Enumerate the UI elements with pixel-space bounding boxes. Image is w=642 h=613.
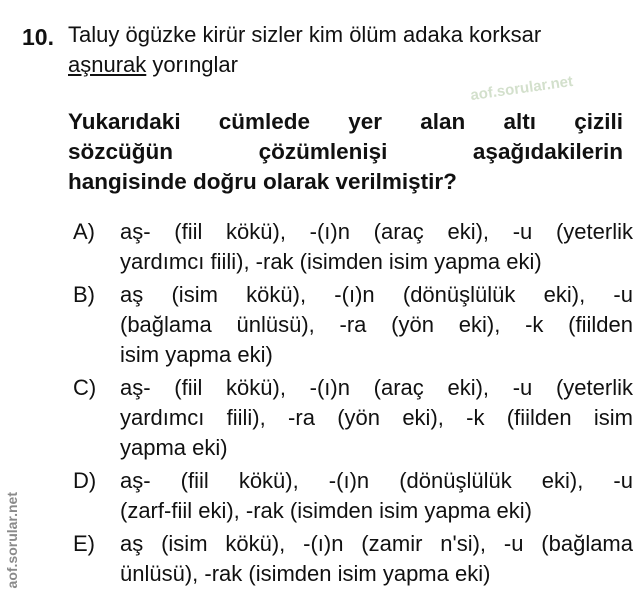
option-letter: D) (73, 468, 97, 493)
option-line: (zarf-fiil eki), -rak (isimden isim yapma eki) (120, 498, 532, 523)
option-line: aş- (fiil kökü), -(ı)n (araç eki), -u (yeterlik (120, 375, 633, 400)
question-prompt (68, 107, 623, 197)
option-line: aş- (fiil kökü), -(ı)n (araç eki), -u (yeterlik (120, 219, 633, 244)
option-b[interactable] (73, 280, 633, 370)
option-line: aş (isim kökü), -(ı)n (dönüşlülük eki), -u (120, 282, 633, 307)
option-a[interactable] (73, 217, 633, 277)
option-d[interactable] (73, 466, 633, 526)
prompt-line: Yukarıdaki cümlede yer alan altı çizili (68, 109, 623, 134)
options-list (73, 217, 633, 592)
prompt-line: sözcüğün çözümlenişi aşağıdakilerin (68, 139, 623, 164)
option-line: yardımcı fiili), -ra (yön eki), -k (fiilden isim (120, 405, 633, 430)
option-line: aş- (fiil kökü), -(ı)n (dönüşlülük eki), -u (120, 468, 633, 493)
option-line: ünlüsü), -rak (isimden isim yapma eki) (120, 561, 491, 586)
option-line: (bağlama ünlüsü), -ra (yön eki), -k (fiilden (120, 312, 633, 337)
option-letter: A) (73, 219, 95, 244)
option-letter: C) (73, 375, 97, 400)
option-c[interactable] (73, 373, 633, 463)
question-number: 10. (22, 24, 54, 50)
option-line: isim yapma eki) (120, 342, 273, 367)
option-line: yardımcı fiili), -rak (isimden isim yapma eki) (120, 249, 542, 274)
stem-line-2 (68, 50, 628, 80)
option-line: aş (isim kökü), -(ı)n (zamir n'si), -u (bağlama (120, 531, 633, 556)
option-e[interactable] (73, 529, 633, 589)
prompt-line: hangisinde doğru olarak verilmiştir? (68, 169, 457, 194)
underlined-word: aşnurak (68, 52, 147, 77)
question-stem (68, 20, 628, 80)
stem-line-1: Taluy ögüzke kirür sizler kim ölüm adaka korksar (68, 22, 542, 47)
watermark-center: aof.sorular.net (469, 72, 575, 105)
option-letter: B) (73, 282, 95, 307)
option-line: yapma eki) (120, 435, 228, 460)
option-letter: E) (73, 531, 95, 556)
watermark-side: aof.sorular.net (4, 492, 20, 589)
stem-line-2-rest: yorınglar (146, 52, 238, 77)
